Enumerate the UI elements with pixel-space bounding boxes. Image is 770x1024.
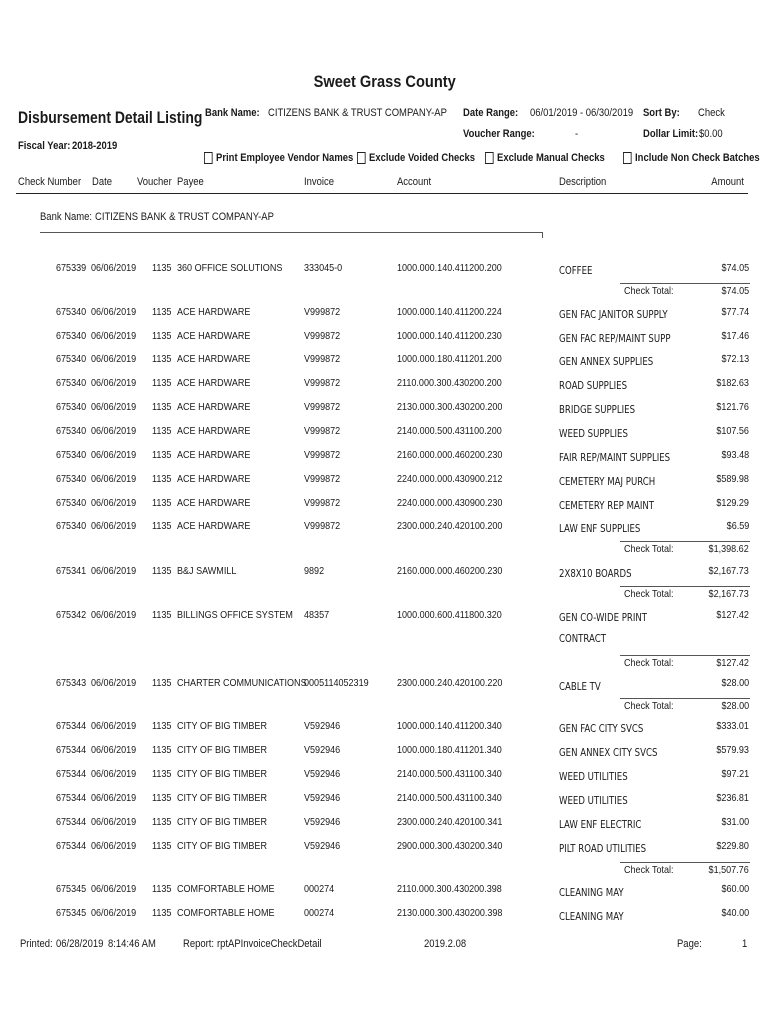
check-total-amount: $74.05 (721, 285, 749, 297)
col-invoice: Invoice (304, 176, 334, 188)
payee-name: ACE HARDWARE (177, 330, 251, 342)
fiscal-year-label: Fiscal Year: (18, 140, 71, 152)
line-amount: $74.05 (721, 262, 749, 274)
check-total-label: Check Total: (624, 588, 674, 600)
option-include-non-check-batches: Include Non Check Batches (623, 152, 760, 164)
account-number: 2130.000.300.430200.200 (397, 401, 503, 413)
check-date: 06/06/2019 (91, 816, 137, 828)
invoice-number: V999872 (304, 497, 341, 509)
check-number: 675340 (56, 330, 87, 342)
check-date: 06/06/2019 (91, 609, 137, 621)
line-amount: $77.74 (721, 306, 749, 318)
account-number: 1000.000.140.411200.224 (397, 306, 502, 318)
check-total-rule (620, 283, 750, 284)
check-total-label: Check Total: (624, 543, 674, 555)
line-amount: $17.46 (721, 330, 749, 342)
check-total-amount: $1,507.76 (708, 864, 749, 876)
line-description: CLEANING MAY (559, 886, 624, 899)
check-date: 06/06/2019 (91, 473, 137, 485)
bank-group-label: Bank Name: (40, 211, 93, 223)
account-number: 2130.000.300.430200.398 (397, 907, 503, 919)
col-amount-label: Amount (711, 176, 744, 188)
payee-name: ACE HARDWARE (177, 473, 251, 485)
account-number: 2900.000.300.430200.340 (397, 840, 503, 852)
voucher-number: 1135 (152, 883, 172, 895)
voucher-number: 1135 (152, 473, 172, 485)
payee-name: ACE HARDWARE (177, 401, 251, 413)
bank-group-rule (40, 232, 543, 233)
check-date: 06/06/2019 (91, 330, 137, 342)
check-number: 675345 (56, 883, 87, 895)
invoice-number: V999872 (304, 330, 341, 342)
line-description: GEN FAC JANITOR SUPPLY (559, 308, 668, 321)
check-total-rule (620, 655, 750, 656)
check-number: 675344 (56, 744, 87, 756)
check-date: 06/06/2019 (91, 677, 137, 689)
line-description: LAW ENF ELECTRIC (559, 818, 642, 831)
footer-printed-time: 8:14:46 AM (108, 938, 156, 950)
payee-name: ACE HARDWARE (177, 306, 251, 318)
check-number: 675339 (56, 262, 87, 274)
account-number: 2110.000.300.430200.200 (397, 377, 502, 389)
invoice-number: V592946 (304, 792, 341, 804)
check-number: 675341 (56, 565, 87, 577)
line-amount: $93.48 (721, 449, 749, 461)
line-description: LAW ENF SUPPLIES (559, 522, 641, 535)
bank-name-label: Bank Name: (205, 107, 260, 119)
line-description: FAIR REP/MAINT SUPPLIES (559, 451, 671, 464)
col-voucher: Voucher (137, 176, 172, 188)
option-exclude-voided-checks: Exclude Voided Checks (357, 152, 475, 164)
check-number: 675340 (56, 377, 87, 389)
payee-name: ACE HARDWARE (177, 353, 251, 365)
line-description: CLEANING MAY (559, 910, 624, 923)
bank-group-name: CITIZENS BANK & TRUST COMPANY-AP (95, 211, 274, 223)
account-number: 1000.000.180.411201.200 (397, 353, 502, 365)
check-date: 06/06/2019 (91, 792, 137, 804)
line-amount: $182.63 (716, 377, 749, 389)
check-number: 675343 (56, 677, 87, 689)
account-number: 2240.000.000.430900.230 (397, 497, 503, 509)
check-date: 06/06/2019 (91, 425, 137, 437)
footer-page-label: Page: (677, 938, 702, 950)
bank-name-value: CITIZENS BANK & TRUST COMPANY-AP (268, 107, 447, 119)
col-amount (711, 176, 744, 188)
payee-name: COMFORTABLE HOME (177, 883, 275, 895)
payee-name: CHARTER COMMUNICATIONS (177, 677, 307, 689)
check-number: 675340 (56, 401, 87, 413)
invoice-number: 333045-0 (304, 262, 343, 274)
voucher-number: 1135 (152, 816, 172, 828)
check-number: 675344 (56, 792, 87, 804)
line-description: GEN ANNEX SUPPLIES (559, 355, 654, 368)
check-number: 675340 (56, 449, 87, 461)
check-number: 675345 (56, 907, 87, 919)
line-description: 2X8X10 BOARDS (559, 567, 632, 580)
line-description: GEN FAC REP/MAINT SUPP (559, 332, 671, 345)
check-number: 675344 (56, 768, 87, 780)
sort-by-value: Check (698, 107, 725, 119)
account-number: 2160.000.000.460200.230 (397, 449, 503, 461)
voucher-number: 1135 (152, 677, 172, 689)
col-date: Date (92, 176, 112, 188)
invoice-number: V592946 (304, 768, 341, 780)
line-description: CEMETERY REP MAINT (559, 499, 655, 512)
dollar-limit-label: Dollar Limit: (643, 128, 699, 140)
option-exclude-manual-checks: Exclude Manual Checks (485, 152, 605, 164)
line-description: WEED UTILITIES (559, 794, 628, 807)
invoice-number: 9892 (304, 565, 325, 577)
payee-name: CITY OF BIG TIMBER (177, 816, 267, 828)
account-number: 2240.000.000.430900.212 (397, 473, 503, 485)
footer-report-label: Report: (183, 938, 215, 950)
line-amount: $107.56 (716, 425, 749, 437)
payee-name: 360 OFFICE SOLUTIONS (177, 262, 283, 274)
checkbox-icon (485, 152, 494, 164)
check-date: 06/06/2019 (91, 401, 137, 413)
check-date: 06/06/2019 (91, 377, 137, 389)
check-total-label: Check Total: (624, 285, 674, 297)
col-account: Account (397, 176, 432, 188)
account-number: 1000.000.180.411201.340 (397, 744, 502, 756)
voucher-number: 1135 (152, 497, 172, 509)
check-number: 675340 (56, 425, 87, 437)
checkbox-icon (204, 152, 213, 164)
voucher-number: 1135 (152, 377, 172, 389)
footer-printed-label: Printed: (20, 938, 53, 950)
line-amount: $129.29 (716, 497, 749, 509)
invoice-number: 0005114052319 (304, 677, 369, 689)
line-description: GEN CO-WIDE PRINT (559, 611, 648, 624)
line-amount: $229.80 (716, 840, 749, 852)
check-number: 675344 (56, 840, 87, 852)
invoice-number: V999872 (304, 353, 341, 365)
report-title: Disbursement Detail Listing (18, 108, 203, 127)
invoice-number: V999872 (304, 306, 341, 318)
line-description: PILT ROAD UTILITIES (559, 842, 647, 855)
sort-by-label: Sort By: (643, 107, 680, 119)
payee-name: CITY OF BIG TIMBER (177, 840, 267, 852)
invoice-number: V592946 (304, 816, 341, 828)
line-description: COFFEE (559, 264, 593, 277)
check-total-amount: $2,167.73 (708, 588, 749, 600)
line-description: WEED UTILITIES (559, 770, 628, 783)
check-total-label: Check Total: (624, 700, 674, 712)
check-date: 06/06/2019 (91, 353, 137, 365)
payee-name: ACE HARDWARE (177, 377, 251, 389)
line-amount: $236.81 (716, 792, 749, 804)
check-date: 06/06/2019 (91, 497, 137, 509)
line-amount: $6.59 (726, 520, 749, 532)
invoice-number: V999872 (304, 401, 341, 413)
invoice-number: V592946 (304, 840, 341, 852)
line-description: GEN ANNEX CITY SVCS (559, 746, 658, 759)
line-amount: $28.00 (721, 677, 749, 689)
check-total-rule (620, 541, 750, 542)
line-amount: $2,167.73 (708, 565, 749, 577)
county-title (0, 72, 770, 92)
line-description: BRIDGE SUPPLIES (559, 403, 636, 416)
account-number: 2300.000.240.420100.220 (397, 677, 503, 689)
account-number: 2140.000.500.431100.340 (397, 792, 502, 804)
check-total-label: Check Total: (624, 864, 674, 876)
voucher-number: 1135 (152, 353, 172, 365)
check-number: 675340 (56, 353, 87, 365)
voucher-number: 1135 (152, 768, 172, 780)
col-payee: Payee (177, 176, 204, 188)
check-number: 675344 (56, 816, 87, 828)
voucher-number: 1135 (152, 425, 172, 437)
check-number: 675340 (56, 473, 87, 485)
account-number: 1000.000.140.411200.230 (397, 330, 502, 342)
voucher-number: 1135 (152, 520, 172, 532)
voucher-number: 1135 (152, 720, 172, 732)
account-number: 1000.000.140.411200.340 (397, 720, 502, 732)
invoice-number: V999872 (304, 473, 341, 485)
col-check-number: Check Number (18, 176, 82, 188)
check-number: 675342 (56, 609, 87, 621)
checkbox-icon (623, 152, 632, 164)
line-description: CEMETERY MAJ PURCH (559, 475, 656, 488)
voucher-range-label: Voucher Range: (463, 128, 535, 140)
voucher-number: 1135 (152, 449, 172, 461)
date-range-value: 06/01/2019 - 06/30/2019 (530, 107, 634, 119)
line-amount: $97.21 (721, 768, 749, 780)
line-amount: $121.76 (716, 401, 749, 413)
voucher-number: 1135 (152, 907, 172, 919)
line-description: WEED SUPPLIES (559, 427, 628, 440)
check-date: 06/06/2019 (91, 262, 137, 274)
line-amount: $72.13 (721, 353, 749, 365)
account-number: 2140.000.500.431100.200 (397, 425, 502, 437)
payee-name: CITY OF BIG TIMBER (177, 744, 267, 756)
voucher-number: 1135 (152, 744, 172, 756)
check-date: 06/06/2019 (91, 720, 137, 732)
check-date: 06/06/2019 (91, 840, 137, 852)
check-total-amount: $28.00 (721, 700, 749, 712)
footer-page-number: 1 (742, 938, 748, 950)
county-name: Sweet Grass County (313, 72, 457, 91)
checkbox-icon (357, 152, 366, 164)
check-date: 06/06/2019 (91, 565, 137, 577)
check-number: 675340 (56, 497, 87, 509)
footer-report-name: rptAPInvoiceCheckDetail (217, 938, 322, 950)
voucher-number: 1135 (152, 792, 172, 804)
check-date: 06/06/2019 (91, 744, 137, 756)
voucher-number: 1135 (152, 262, 172, 274)
check-date: 06/06/2019 (91, 449, 137, 461)
invoice-number: V999872 (304, 520, 341, 532)
check-date: 06/06/2019 (91, 306, 137, 318)
invoice-number: 000274 (304, 883, 335, 895)
check-date: 06/06/2019 (91, 907, 137, 919)
voucher-number: 1135 (152, 840, 172, 852)
check-number: 675344 (56, 720, 87, 732)
invoice-number: V999872 (304, 449, 341, 461)
check-total-rule (620, 698, 750, 699)
invoice-number: V592946 (304, 720, 341, 732)
payee-name: ACE HARDWARE (177, 497, 251, 509)
fiscal-year-value: 2018-2019 (72, 140, 118, 152)
voucher-number: 1135 (152, 565, 172, 577)
invoice-number: V999872 (304, 377, 341, 389)
header-rule (16, 193, 748, 194)
invoice-number: 000274 (304, 907, 335, 919)
voucher-number: 1135 (152, 306, 172, 318)
check-number: 675340 (56, 520, 87, 532)
check-total-rule (620, 586, 750, 587)
line-amount: $589.98 (716, 473, 749, 485)
col-description: Description (559, 176, 607, 188)
check-date: 06/06/2019 (91, 520, 137, 532)
payee-name: CITY OF BIG TIMBER (177, 768, 267, 780)
option-print-employee-vendor-names: Print Employee Vendor Names (204, 152, 353, 164)
date-range-label: Date Range: (463, 107, 519, 119)
line-amount: $579.93 (716, 744, 749, 756)
voucher-number: 1135 (152, 609, 172, 621)
payee-name: ACE HARDWARE (177, 449, 251, 461)
check-total-label: Check Total: (624, 657, 674, 669)
payee-name: ACE HARDWARE (177, 520, 251, 532)
line-description: ROAD SUPPLIES (559, 379, 628, 392)
invoice-number: V999872 (304, 425, 341, 437)
check-total-amount: $127.42 (716, 657, 749, 669)
line-description: GEN FAC CITY SVCS (559, 722, 644, 735)
invoice-number: V592946 (304, 744, 341, 756)
account-number: 2140.000.500.431100.340 (397, 768, 502, 780)
account-number: 2300.000.240.420100.200 (397, 520, 503, 532)
line-amount: $60.00 (721, 883, 749, 895)
line-amount: $333.01 (716, 720, 749, 732)
account-number: 2110.000.300.430200.398 (397, 883, 502, 895)
account-number: 2300.000.240.420100.341 (397, 816, 503, 828)
payee-name: COMFORTABLE HOME (177, 907, 275, 919)
voucher-number: 1135 (152, 401, 172, 413)
account-number: 2160.000.000.460200.230 (397, 565, 503, 577)
check-total-amount: $1,398.62 (708, 543, 749, 555)
voucher-range-value: - (575, 128, 579, 140)
account-number: 1000.000.600.411800.320 (397, 609, 502, 621)
account-number: 1000.000.140.411200.200 (397, 262, 502, 274)
invoice-number: 48357 (304, 609, 330, 621)
line-description: CABLE TV (559, 680, 601, 693)
voucher-number: 1135 (152, 330, 172, 342)
footer-printed-date: 06/28/2019 (56, 938, 104, 950)
check-total-rule (620, 862, 750, 863)
dollar-limit-value: $0.00 (699, 128, 723, 140)
line-amount: $127.42 (716, 609, 749, 621)
line-description-continued: CONTRACT (559, 632, 606, 645)
payee-name: B&J SAWMILL (177, 565, 237, 577)
payee-name: CITY OF BIG TIMBER (177, 720, 267, 732)
check-number: 675340 (56, 306, 87, 318)
payee-name: CITY OF BIG TIMBER (177, 792, 267, 804)
payee-name: ACE HARDWARE (177, 425, 251, 437)
footer-version: 2019.2.08 (424, 938, 467, 950)
check-date: 06/06/2019 (91, 768, 137, 780)
payee-name: BILLINGS OFFICE SYSTEM (177, 609, 293, 621)
line-amount: $40.00 (721, 907, 749, 919)
line-amount: $31.00 (721, 816, 749, 828)
bank-group-rule-end (542, 232, 543, 238)
check-date: 06/06/2019 (91, 883, 137, 895)
